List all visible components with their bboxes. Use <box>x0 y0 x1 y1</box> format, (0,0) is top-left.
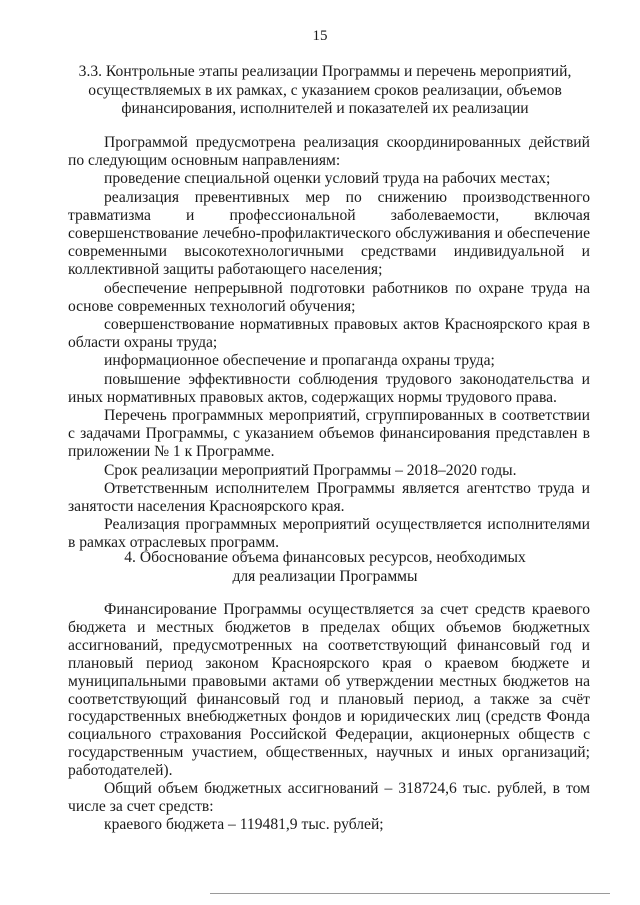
paragraph-measures-list: Перечень программных мероприятий, сгруппированных в соответствии с задачами Программы, с указанием объемов финансирования представлен в приложении № 1 к Программе. <box>68 407 590 461</box>
paragraph-implementation: Реализация программных мероприятий осуществляется исполнителями в рамках отраслевых программ. <box>68 516 590 552</box>
paragraph-intro: Программой предусмотрена реализация скоординированных действий по следующим основным направлениям: <box>68 134 590 170</box>
paragraph-total-volume: Общий объем бюджетных ассигнований – 318724,6 тыс. рублей, в том числе за счет средств: <box>68 780 590 815</box>
paragraph-direction: проведение специальной оценки условий труда на рабочих местах; <box>104 170 551 188</box>
paragraph-responsible: Ответственным исполнителем Программы является агентство труда и занятости населения Красноярского края. <box>68 479 590 516</box>
paragraph-direction: обеспечение непрерывной подготовки работников по охране труда на основе современных технологий обучения; <box>68 279 590 315</box>
section-3-3-body <box>68 134 590 553</box>
section-4-body <box>68 601 590 834</box>
paragraph-direction: совершенствование нормативных правовых актов Красноярского края в области охраны труда; <box>68 316 590 352</box>
heading-line: 3.3. Контрольные этапы реализации Программы и перечень мероприятий, <box>78 63 572 80</box>
heading-line: осуществляемых в их рамках, с указанием сроков реализации, объемов <box>88 81 562 99</box>
heading-line: 4. Обоснование объема финансовых ресурсов, необходимых <box>124 549 526 566</box>
paragraph-regional-budget: краевого бюджета – 119481,9 тыс. рублей; <box>104 815 384 833</box>
paragraph-direction: информационное обеспечение и пропаганда охраны труда; <box>104 352 495 370</box>
paragraph-direction: реализация превентивных мер по снижению производственного травматизма и профессиональной заболеваемости, включая совершенствование лечебно-профилактического обслуживания и обеспечение современными высокотехнологичными средствами индивидуальной и коллективной защиты работающего населения; <box>68 188 590 279</box>
paragraph-financing: Финансирование Программы осуществляется за счет средств краевого бюджета и местных бюджетов в пределах общих объемов бюджетных ассигнований, предусмотренных на соответствующий финансовый год и плановый период законом Красноярского края о краевом бюджете и муниципальными правовыми актами об утверждении местных бюджетов на соответствующий финансовый год и плановый период, а также за счёт государственных внебюджетных фондов и юридических лиц (средств Фонда социального страхования Российской Федерации, акционерных обществ с государственным участием, общественных, научных и иных организаций; работодателей). <box>68 601 590 780</box>
section-3-3-heading <box>60 63 590 119</box>
footer-rule <box>210 893 610 894</box>
heading-line: финансирования, исполнителей и показателей их реализации <box>121 100 529 118</box>
paragraph-direction: повышение эффективности соблюдения трудового законодательства и иных нормативных правовых актов, содержащих нормы трудового права. <box>68 370 590 406</box>
paragraph-term: Срок реализации мероприятий Программы – 2018–2020 годы. <box>104 461 517 479</box>
section-4-heading <box>60 549 590 586</box>
page-number: 15 <box>312 28 328 44</box>
heading-line: для реализации Программы <box>232 567 418 585</box>
